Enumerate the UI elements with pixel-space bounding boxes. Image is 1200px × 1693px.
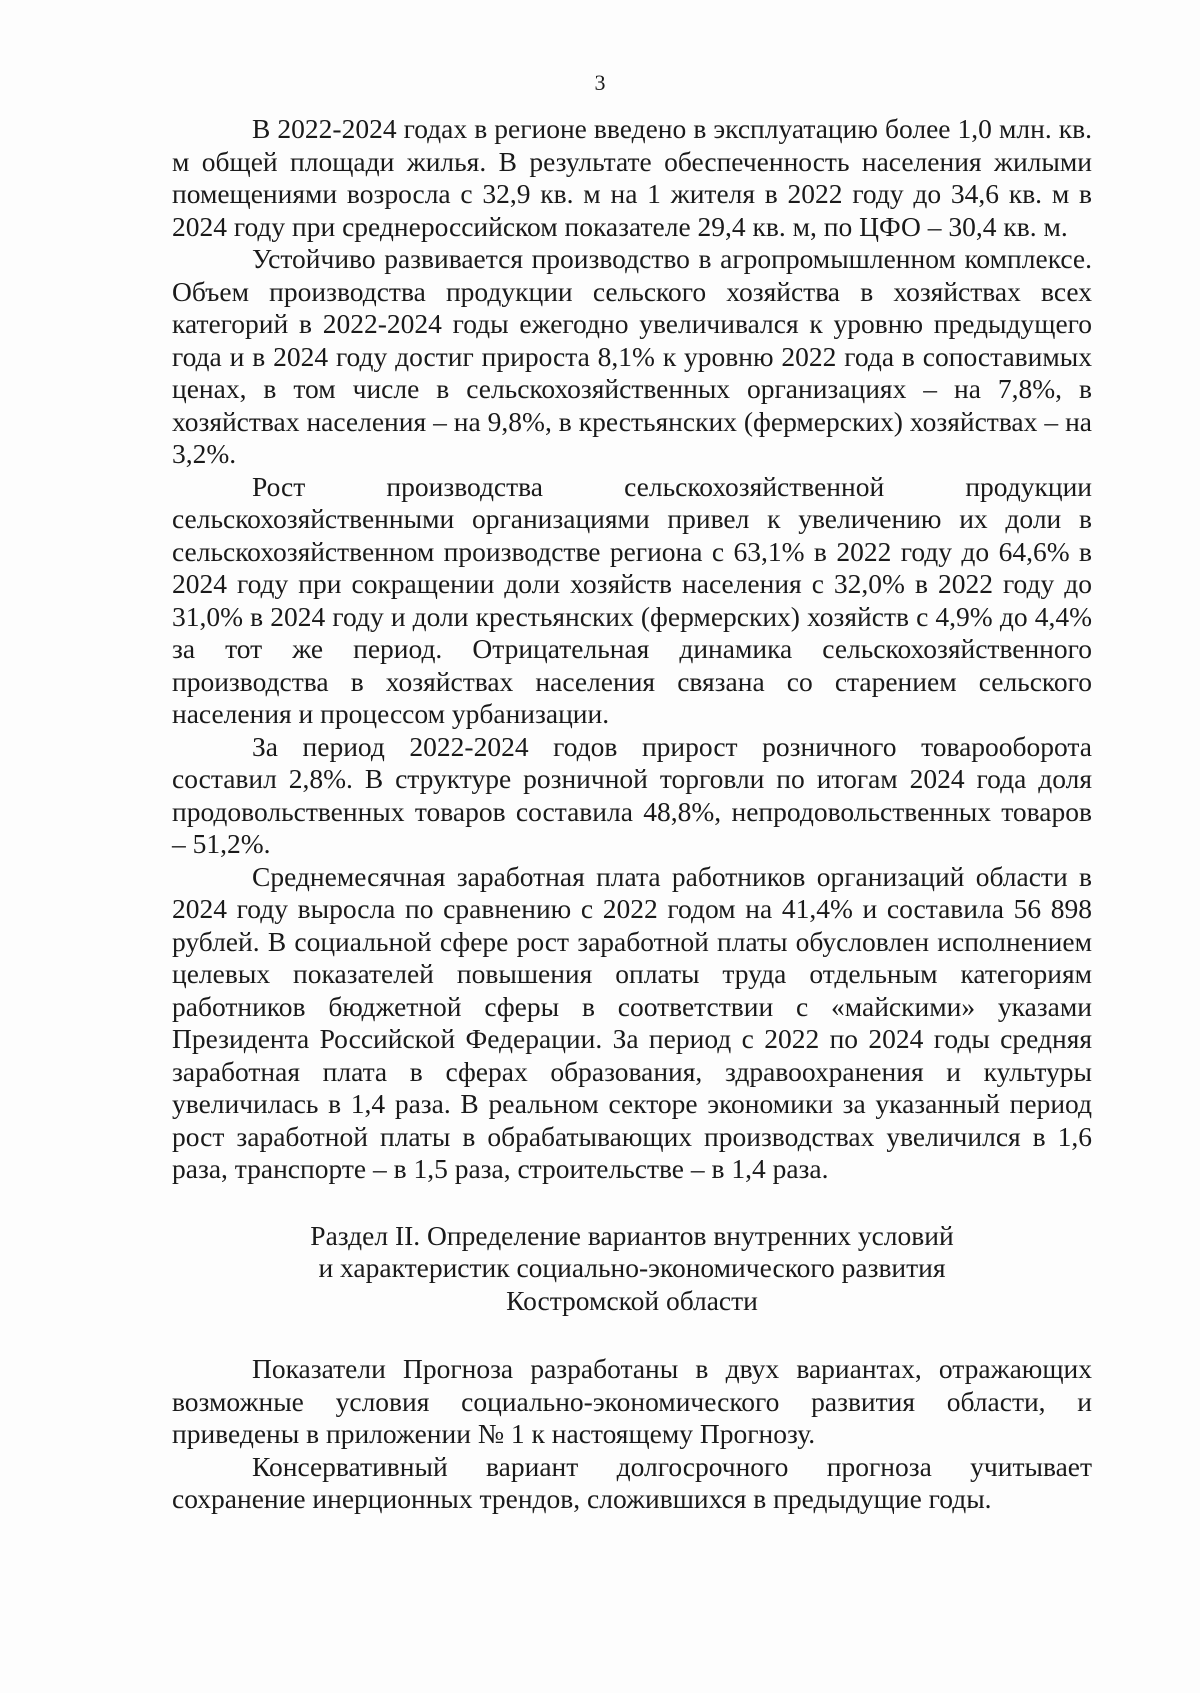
spacer <box>172 1317 1092 1353</box>
section-heading-line: Раздел II. Определение вариантов внутренних условий <box>310 1219 954 1251</box>
section-heading <box>172 1220 1092 1318</box>
paragraph-agriculture: Устойчиво развивается производство в агропромышленном комплексе. Объем производства продукции сельского хозяйства в хозяйствах всех категорий в 2022-2024 годы ежегодно увеличивался к уровню предыдущего года и в 2024 году достиг прироста 8,1% к уровню 2022 года в сопоставимых ценах, в том числе в сельскохозяйственных организациях – на 7,8%, в хозяйствах населения – на 9,8%, в крестьянских (фермерских) хозяйствах – на 3,2%. <box>172 243 1092 469</box>
paragraph-forecast-variants: Показатели Прогноза разработаны в двух вариантах, отражающих возможные условия социально-экономического развития области, и приведены в приложении № 1 к настоящему Прогнозу. <box>172 1353 1092 1449</box>
page-number: 3 <box>594 70 606 95</box>
section-heading-line: Костромской области <box>506 1284 758 1316</box>
paragraph-agriculture-share: Рост производства сельскохозяйственной продукции сельскохозяйственными организациями привел к увеличению их доли в сельскохозяйственном производстве региона с 63,1% в 2022 году до 64,6% в 2024 году при сокращении доли хозяйств населения с 32,0% в 2022 году до 31,0% в 2024 году и доли крестьянских (фермерских) хозяйств с 4,9% до 4,4% за тот же период. Отрицательная динамика сельскохозяйственного производства в хозяйствах населения связана со старением сельского населения и процессом урбанизации. <box>172 470 1092 729</box>
paragraph-retail: За период 2022-2024 годов прирост розничного товарооборота составил 2,8%. В структуре розничной торговли по итогам 2024 года доля продовольственных товаров составила 48,8%, непродовольственных товаров – 51,2%. <box>172 730 1092 859</box>
section-heading-line: и характеристик социально-экономического развития <box>318 1252 946 1283</box>
paragraph-wages: Среднемесячная заработная плата работников организаций области в 2024 году выросла по сравнению с 2022 годом на 41,4% и составила 56 898 рублей. В социальной сфере рост заработной платы обусловлен исполнением целевых показателей повышения оплаты труда отдельным категориям работников бюджетной сферы в соответствии с «майскими» указами Президента Российской Федерации. За период с 2022 по 2024 годы средняя заработная плата в сферах образования, здравоохранения и культуры увеличилась в 1,4 раза. В реальном секторе экономики за указанный период рост заработной платы в обрабатывающих производствах увеличился в 1,6 раза, транспорте – в 1,5 раза, строительстве – в 1,4 раза. <box>172 860 1092 1184</box>
paragraph-housing: В 2022-2024 годах в регионе введено в эксплуатацию более 1,0 млн. кв. м общей площади жилья. В результате обеспеченность населения жилыми помещениями возросла с 32,9 кв. м на 1 жителя в 2022 году до 34,6 кв. м в 2024 году при среднероссийском показателе 29,4 кв. м, по ЦФО – 30,4 кв. м. <box>172 113 1092 242</box>
paragraph-conservative-variant: Консервативный вариант долгосрочного прогноза учитывает сохранение инерционных трендов, сложившихся в предыдущие годы. <box>172 1450 1092 1514</box>
document-body <box>172 113 1092 1516</box>
